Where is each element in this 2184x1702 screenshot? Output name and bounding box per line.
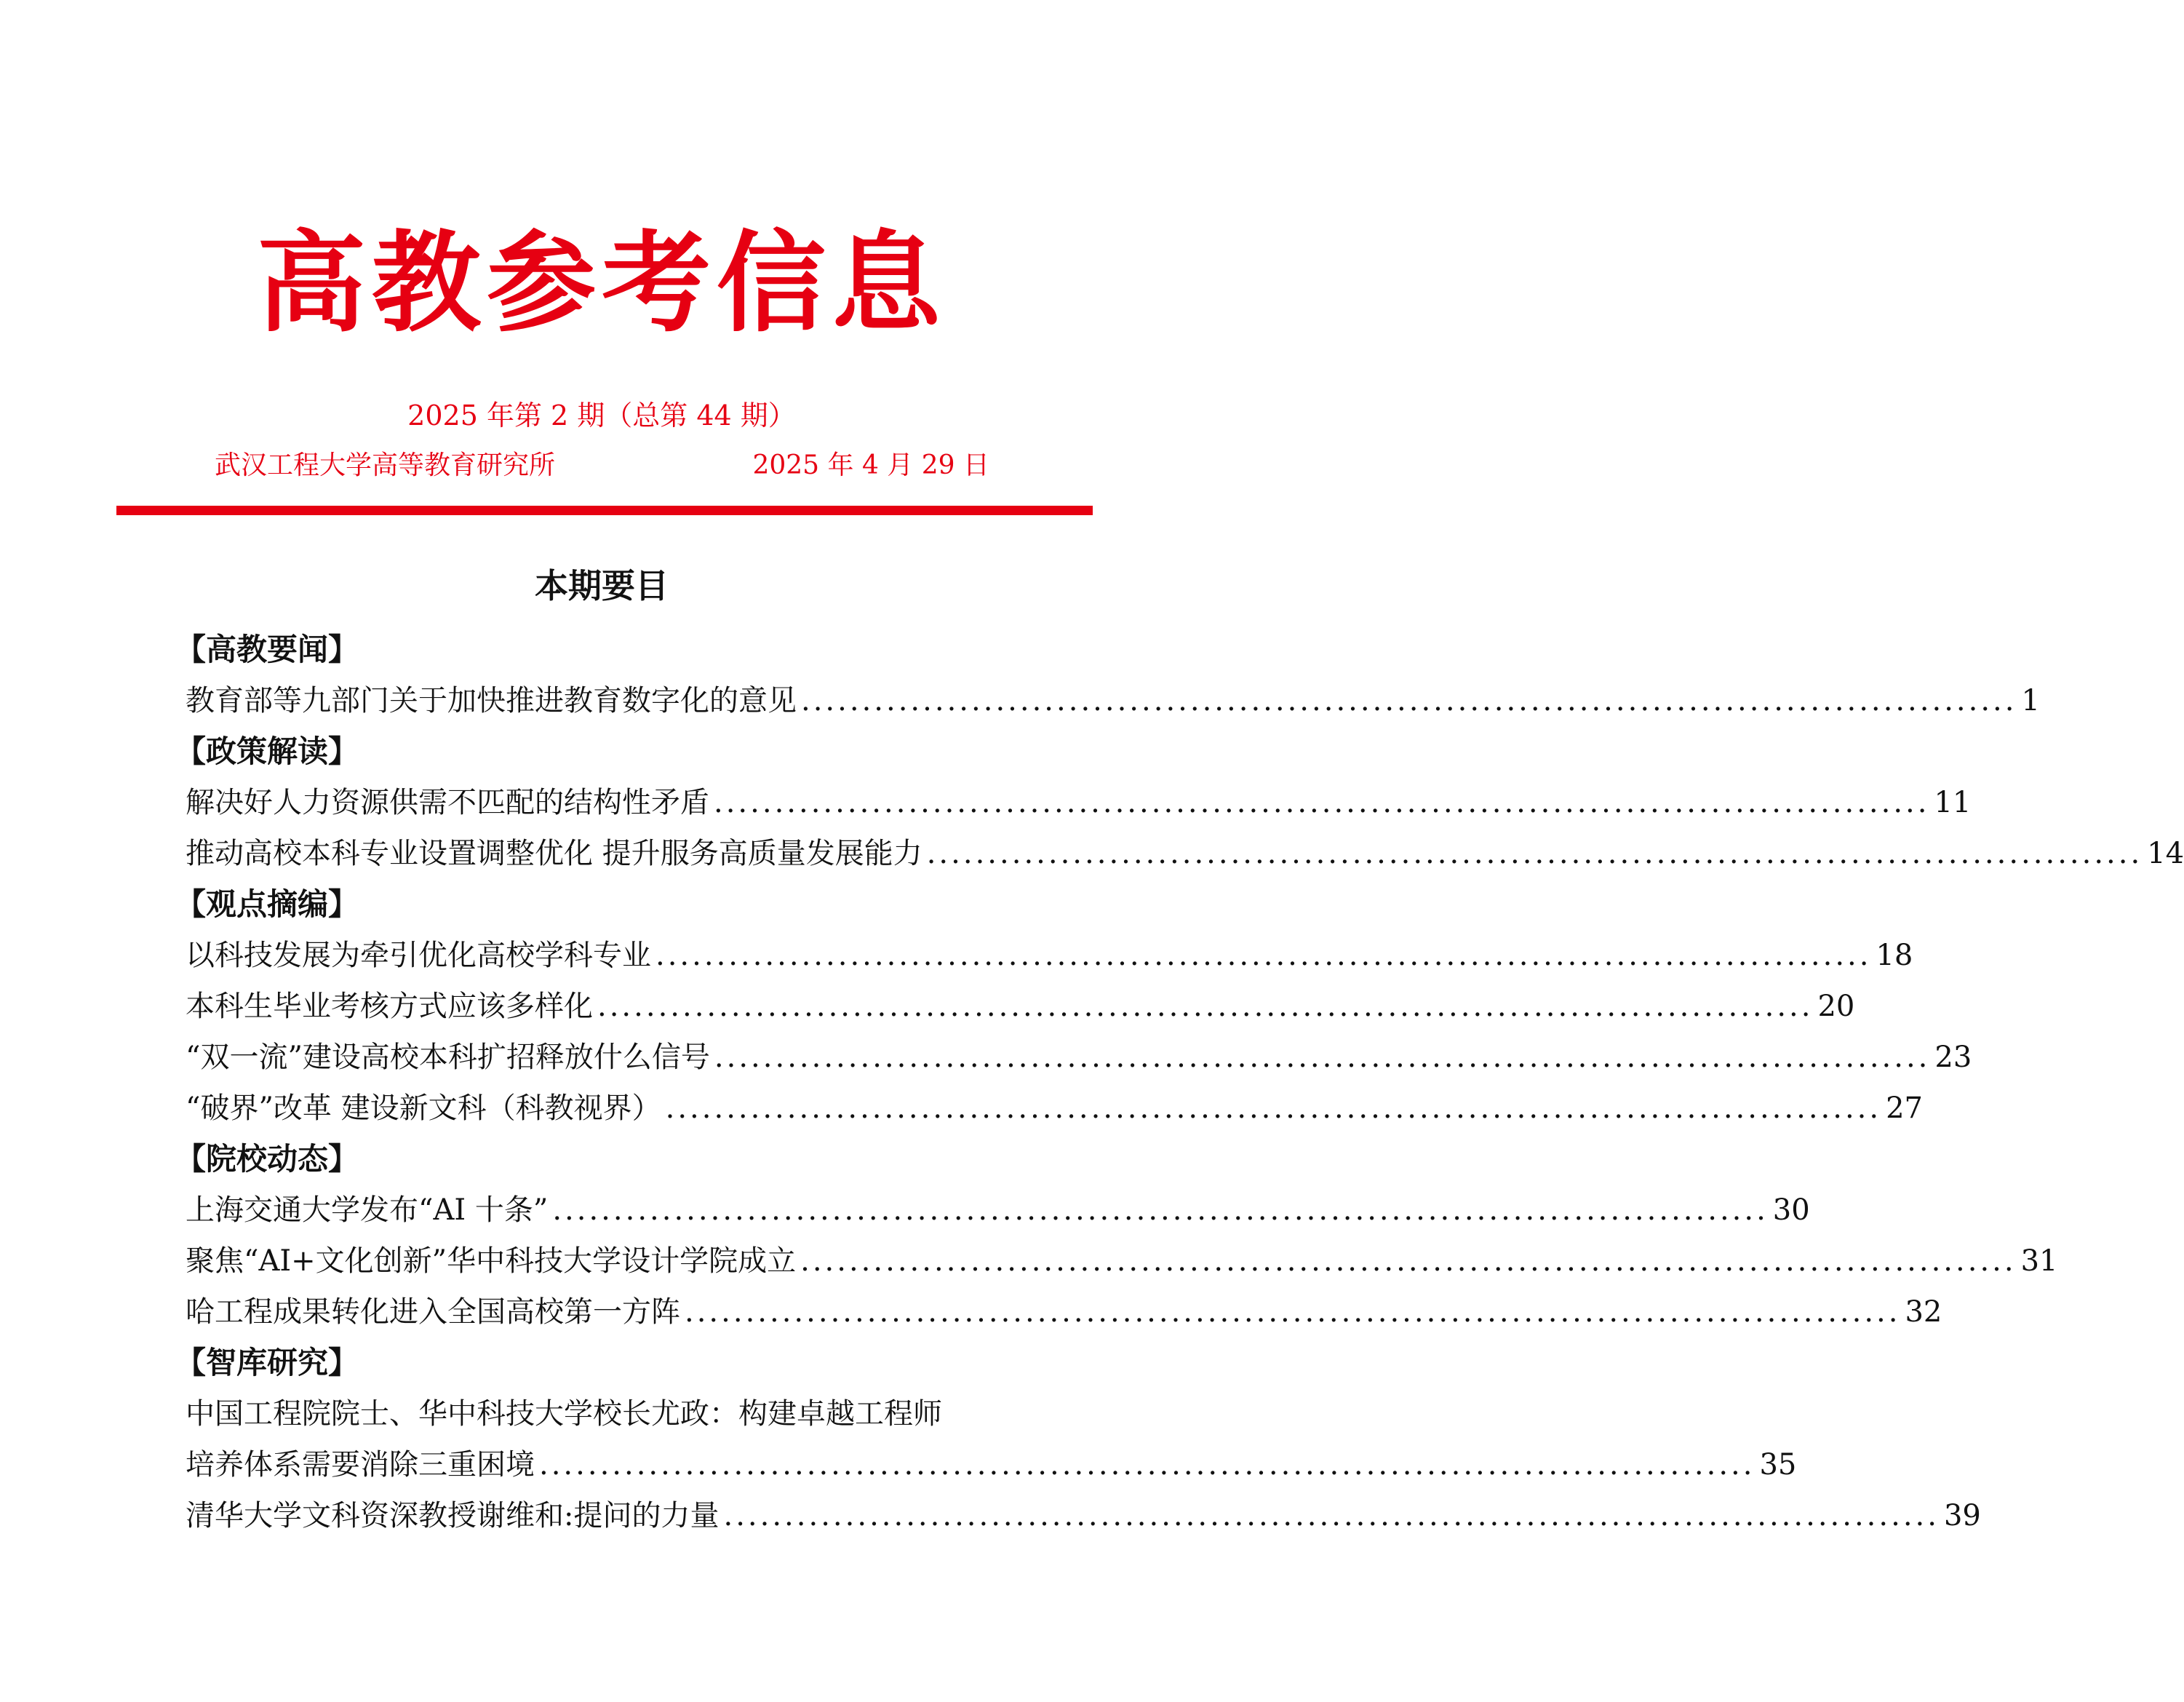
toc-section-label: 【政策解读】 (175, 733, 359, 769)
toc-entry[interactable] (186, 1490, 1981, 1541)
toc-entry-title: 以科技发展为牵引优化高校学科专业 (186, 939, 651, 972)
toc-entry-title: “双一流”建设高校本科扩招释放什么信号 (186, 1041, 710, 1074)
toc-entry[interactable] (186, 1439, 1797, 1490)
toc-entry[interactable] (186, 1032, 1972, 1083)
toc-section-label: 【院校动态】 (175, 1141, 359, 1177)
toc-entry-title-line1: 中国工程院院士、华中科技大学校长尤政：构建卓越工程师 (186, 1397, 942, 1431)
toc-entry-page: 1 (2021, 684, 2040, 717)
toc-entry-title: 聚焦“AI+文化创新”华中科技大学设计学院成立 (186, 1244, 797, 1278)
toc-entry-title: 解决好人力资源供需不匹配的结构性矛盾 (186, 786, 709, 819)
leader-dots: .................................................................................................... (597, 990, 1814, 1023)
toc-entry-page: 31 (2020, 1244, 2058, 1278)
toc-entry-first-line[interactable] (186, 1388, 1029, 1439)
leader-dots: .................................................................................................... (926, 837, 2143, 870)
leader-dots: .................................................................................................... (665, 1091, 1882, 1125)
toc-entry[interactable] (186, 930, 1913, 981)
toc-entry-page: 23 (1934, 1041, 1972, 1074)
issue-number: 2025 年第 2 期（总第 44 期） (407, 399, 796, 432)
leader-dots: .................................................................................................... (800, 1244, 2017, 1278)
toc-entry[interactable] (186, 777, 1972, 828)
toc-section-label: 【高教要闻】 (175, 632, 359, 667)
leader-dots: .................................................................................................... (685, 1295, 1901, 1329)
toc-entry-page: 11 (1934, 786, 1972, 819)
toc-entry-title: 上海交通大学发布“AI 十条” (186, 1193, 549, 1227)
toc-entry-title: “破界”改革 建设新文科（科教视界） (186, 1091, 661, 1125)
leader-dots: .................................................................................................... (552, 1193, 1769, 1227)
toc-entry-page: 32 (1905, 1295, 1942, 1329)
toc-entry-page: 30 (1772, 1193, 1810, 1227)
toc-entry-page: 20 (1817, 990, 1855, 1023)
leader-dots: .................................................................................................... (539, 1448, 1755, 1482)
leader-dots: .................................................................................................... (714, 786, 1930, 819)
leader-dots: .................................................................................................... (801, 684, 2017, 717)
toc-entry-page: 18 (1876, 939, 1913, 972)
toc-entry-title: 培养体系需要消除三重困境 (186, 1448, 535, 1482)
toc-entry[interactable] (186, 1185, 1810, 1236)
toc-entry-page: 39 (1943, 1499, 1981, 1532)
toc-section-label: 【观点摘编】 (175, 886, 359, 922)
toc-entry[interactable] (186, 828, 2184, 879)
toc-entry-title: 教育部等九部门关于加快推进教育数字化的意见 (186, 684, 797, 717)
leader-dots: .................................................................................................... (714, 1041, 1931, 1074)
toc-section-label: 【智库研究】 (175, 1345, 359, 1380)
toc-entry-title: 推动高校本科专业设置调整优化 提升服务高质量发展能力 (186, 837, 922, 870)
leader-dots: .................................................................................................... (723, 1499, 1940, 1532)
leader-dots: .................................................................................................... (655, 939, 1872, 972)
publication-title: 高教参考信息 (256, 220, 946, 347)
publication-date: 2025 年 4 月 29 日 (752, 450, 989, 480)
toc-heading: 本期要目 (535, 566, 669, 605)
toc-entry[interactable] (186, 1287, 1942, 1337)
header-divider (116, 506, 1093, 515)
toc-entry-title: 清华大学文科资深教授谢维和:提问的力量 (186, 1499, 720, 1532)
toc-entry[interactable] (186, 675, 2040, 726)
publisher-organization: 武汉工程大学高等教育研究所 (215, 450, 556, 480)
toc-entry-title: 哈工程成果转化进入全国高校第一方阵 (186, 1295, 680, 1329)
toc-entry[interactable] (186, 981, 1855, 1032)
toc-entry-page: 27 (1886, 1091, 1924, 1125)
toc-entry-title: 本科生毕业考核方式应该多样化 (186, 990, 593, 1023)
toc-entry[interactable] (186, 1083, 1924, 1134)
toc-entry-page: 35 (1759, 1448, 1797, 1482)
toc-entry-page: 14 (2147, 837, 2184, 870)
table-of-contents (175, 624, 2184, 1541)
toc-entry[interactable] (186, 1236, 2058, 1287)
